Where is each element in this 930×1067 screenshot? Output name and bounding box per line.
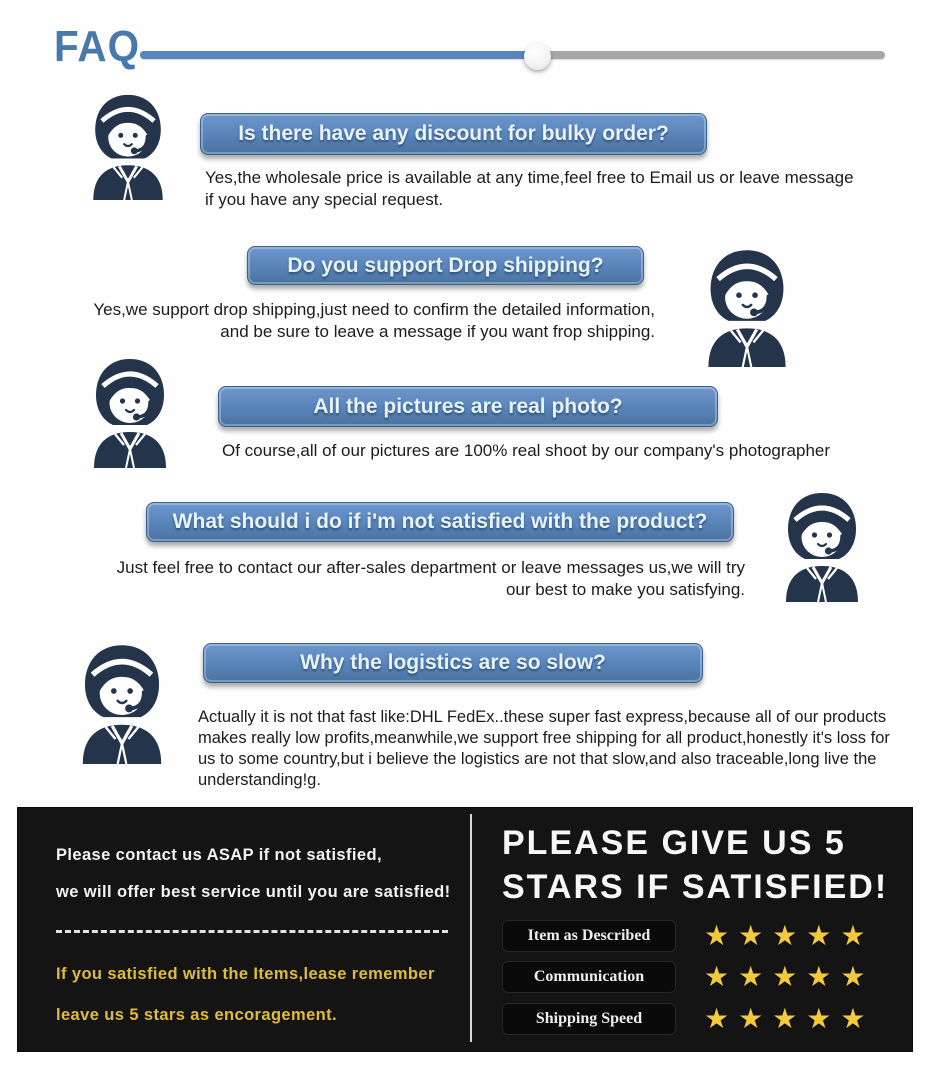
- answer-text: Yes,we support drop shipping,just need to confirm the detailed information, and be sure to leave a message if you want frop shipping.: [93, 300, 655, 341]
- question-banner: [200, 113, 707, 155]
- question-banner: [247, 246, 644, 285]
- star-icons: ★★★★★: [704, 1003, 875, 1034]
- stars-reminder-line: If you satisfied with the Items,lease remember: [56, 965, 435, 983]
- page-title: FAQ: [54, 22, 140, 71]
- rating-row: [502, 961, 875, 993]
- question-text: All the pictures are real photo?: [313, 394, 623, 418]
- answer-text: Just feel free to contact our after-sales department or leave messages us,we will try our best to make you satisfying.: [116, 558, 745, 599]
- rating-label: Communication: [502, 961, 676, 993]
- question-text: Is there have any discount for bulky order?: [238, 122, 669, 145]
- slider-knob[interactable]: [524, 43, 551, 70]
- contact-panel: [18, 808, 470, 1051]
- rating-row: [502, 1003, 875, 1035]
- progress-slider-track: [140, 51, 885, 59]
- vertical-divider: [470, 814, 472, 1042]
- star-icons: ★★★★★: [704, 961, 875, 992]
- dashed-divider: [56, 930, 448, 933]
- contact-line: Please contact us ASAP if not satisfied,: [56, 846, 382, 864]
- answer-text: Yes,the wholesale price is available at any time,feel free to Email us or leave message if you have any special request.: [205, 168, 854, 209]
- progress-slider-fill: [140, 51, 537, 59]
- five-stars-title: PLEASE GIVE US 5: [502, 824, 846, 862]
- contact-line: we will offer best service until you are satisfied!: [56, 883, 451, 901]
- question-text: Do you support Drop shipping?: [287, 253, 604, 277]
- support-agent-headset-icon: [66, 642, 178, 764]
- question-banner: [146, 502, 734, 542]
- rating-row: [502, 920, 875, 952]
- five-stars-title: STARS IF SATISFIED!: [502, 868, 889, 906]
- star-icons: ★★★★★: [704, 920, 875, 951]
- stars-reminder-line: leave us 5 stars as encoragement.: [56, 1006, 338, 1024]
- answer-text: Actually it is not that fast like:DHL FedEx..these super fast express,because all of our products makes really low profits,meanwhile,we support free shipping for all product,honestly it's loss for us to some country,but i believe the logistics are not that slow,and also traceable,long live the understanding!g.: [198, 708, 890, 789]
- rating-label: Item as Described: [502, 920, 676, 952]
- support-agent-headset-icon: [772, 486, 872, 606]
- question-banner: [203, 643, 703, 683]
- question-banner: [218, 386, 718, 427]
- support-agent-headset-icon: [80, 356, 180, 468]
- question-text: What should i do if i'm not satisfied with the product?: [172, 510, 708, 533]
- support-agent-headset-icon: [690, 247, 804, 367]
- rating-label: Shipping Speed: [502, 1003, 676, 1035]
- support-agent-headset-icon: [78, 92, 178, 200]
- question-text: Why the logistics are so slow?: [300, 651, 606, 674]
- five-stars-panel: [474, 808, 912, 1051]
- feedback-banner: [18, 808, 912, 1051]
- answer-text: Of course,all of our pictures are 100% real shoot by our company's photographer: [222, 441, 831, 460]
